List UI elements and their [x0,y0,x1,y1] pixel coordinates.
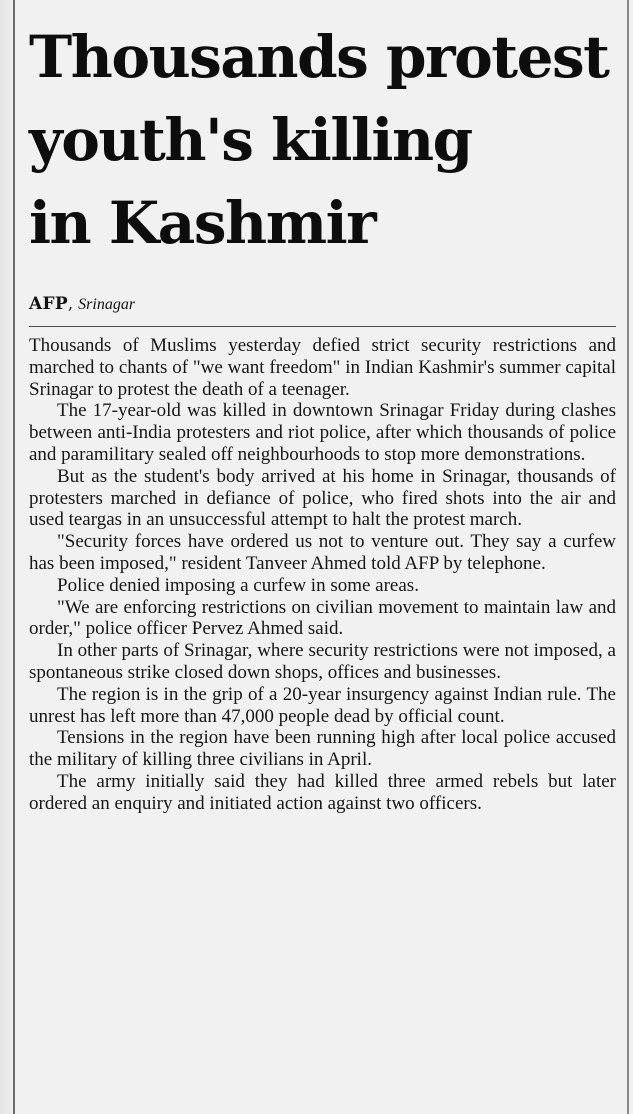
headline [29,16,624,265]
article-body [29,335,616,815]
article-paragraph: The 17-year-old was killed in downtown Srinagar Friday during clashes between anti-India protesters and riot police, after which thousands of police and paramilitary sealed off neighbourhoods to stop more demonstrations. [29,400,616,465]
article-paragraph: The region is in the grip of a 20-year insurgency against Indian rule. The unrest has left more than 47,000 people dead by official count. [29,683,616,727]
column-rule-left [13,0,15,1114]
article-paragraph: "We are enforcing restrictions on civilian movement to maintain law and order," police officer Pervez Ahmed said. [29,596,616,640]
article-paragraph: The army initially said they had killed three armed rebels but later ordered an enquiry and initiated action against two officers. [29,770,616,814]
article-paragraph: In other parts of Srinagar, where security restrictions were not imposed, a spontaneous strike closed down shops, offices and businesses. [29,640,616,683]
column-rule-right [627,0,629,1114]
byline-divider [29,326,616,327]
article-paragraph: Tensions in the region have been running high after local police accused the military of killing three civilians in April. [29,727,616,771]
headline-line-1: Thousands protest [29,23,609,91]
article-paragraph: Police denied imposing a curfew in some areas. [57,574,419,596]
adjacent-column-edge [0,0,12,1114]
headline-line-3: in Kashmir [29,189,376,257]
byline [29,294,135,315]
headline-line-2: youth's killing [29,106,472,174]
article-paragraph: "Security forces have ordered us not to venture out. They say a curfew has been imposed," resident Tanveer Ahmed told AFP by telephone. [29,531,616,574]
article-paragraph: Thousands of Muslims yesterday defied strict security restrictions and marched to chants of "we want freedom" in Indian Kashmir's summer capital Srinagar to protest the death of a teenager. [29,335,616,400]
byline-agency: AFP [29,294,68,314]
byline-location: Srinagar [78,296,136,313]
article-paragraph: But as the student's body arrived at his home in Srinagar, thousands of protesters marched in defiance of police, who fired shots into the air and used teargas in an unsuccessful attempt to halt the protest march. [29,465,616,531]
byline-separator: , [67,294,74,313]
